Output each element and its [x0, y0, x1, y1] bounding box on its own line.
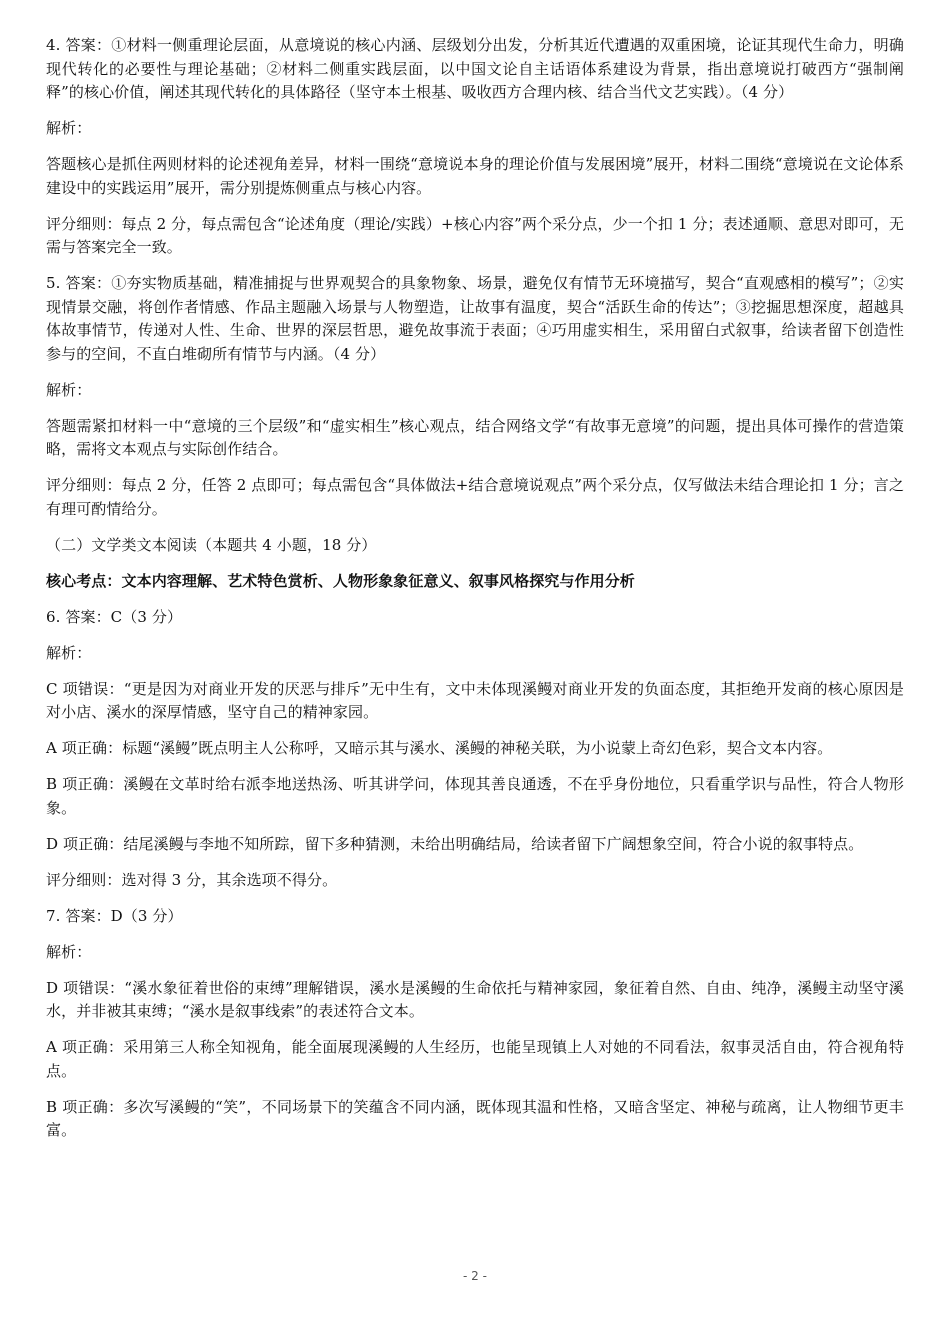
answer-5: 5. 答案：①夯实物质基础，精准捕捉与世界观契合的具象物象、场景，避免仅有情节无环境描写，契合“直观感相的模写”；②实现情景交融，将创作者情感、作品主题融入场景与人物塑造，让故事有温度，契合“活跃生命的传达”；③挖掘思想深度，超越具体故事情节，传递对人性、生命、世界的深层哲思，避免故事流于表面；④巧用虚实相生，采用留白式叙事，给读者留下创造性参与的空间，不直白堆砌所有情节与内涵。（4 分）: [46, 274, 904, 363]
scoring-rules: 评分细则：选对得 3 分，其余选项不得分。: [46, 870, 338, 889]
scoring-rules: 评分细则：每点 2 分，任答 2 点即可；每点需包含“具体做法+结合意境说观点”两个采分点，仅写做法未结合理论扣 1 分；言之有理可酌情给分。: [46, 476, 904, 518]
analysis-text: 答题需紧扣材料一中“意境的三个层级”和“虚实相生”核心观点，结合网络文学“有故事无意境”的问题，提出具体可操作的营造策略，需将文本观点与实际创作结合。: [46, 416, 904, 458]
core-points: 核心考点：文本内容理解、艺术特色赏析、人物形象象征意义、叙事风格探究与作用分析: [46, 571, 635, 590]
analysis-label: 解析：: [46, 942, 92, 961]
option-a-analysis: A 项正确：标题“溪鳗”既点明主人公称呼，又暗示其与溪水、溪鳗的神秘关联，为小说蒙上奇幻色彩，契合文本内容。: [46, 739, 833, 757]
option-d-analysis: D 项正确：结尾溪鳗与李地不知所踪，留下多种猜测，未给出明确结局，给读者留下广阔想象空间，符合小说的叙事特点。: [46, 834, 864, 853]
analysis-label: 解析：: [46, 643, 92, 662]
option-a-analysis: A 项正确：采用第三人称全知视角，能全面展现溪鳗的人生经历，也能呈现镇上人对她的不同看法，叙事灵活自由，符合视角特点。: [46, 1038, 904, 1080]
answer-7: 7. 答案：D（3 分）: [46, 906, 183, 925]
analysis-label: 解析：: [46, 119, 92, 137]
answer-6: 6. 答案：C（3 分）: [46, 607, 183, 626]
answer-4: 4. 答案：①材料一侧重理论层面，从意境说的核心内涵、层级划分出发，分析其近代遭遇的双重困境，论证其现代生命力，明确现代转化的必要性与理论基础；②材料二侧重实践层面，以中国文论自主话语体系建设为背景，指出意境说打破西方“强制阐释”的核心价值，阐述其现代转化的具体路径（坚守本土根基、吸收西方合理内核、结合当代文艺实践）。（4 分）: [46, 36, 904, 101]
scoring-rules: 评分细则：每点 2 分，每点需包含“论述角度（理论/实践）+核心内容”两个采分点，少一个扣 1 分；表述通顺、意思对即可，无需与答案完全一致。: [46, 214, 904, 256]
page-number: - 2 -: [463, 1269, 487, 1283]
option-c-analysis: C 项错误：“更是因为对商业开发的厌恶与排斥”无中生有，文中未体现溪鳗对商业开发的负面态度，其拒绝开发商的核心原因是对小店、溪水的深厚情感，坚守自己的精神家园。: [46, 679, 904, 721]
analysis-text: 答题核心是抓住两则材料的论述视角差异，材料一围绕“意境说本身的理论价值与发展困境”展开，材料二围绕“意境说在文论体系建设中的实践运用”展开，需分别提炼侧重点与核心内容。: [46, 155, 904, 197]
analysis-label: 解析：: [46, 380, 92, 399]
section-heading: （二）文学类文本阅读（本题共 4 小题，18 分）: [46, 535, 377, 554]
option-b-analysis: B 项正确：溪鳗在文革时给右派李地送热汤、听其讲学问，体现其善良通透，不在乎身份地位，只看重学识与品性，符合人物形象。: [46, 775, 904, 817]
option-d-analysis: D 项错误：“溪水象征着世俗的束缚”理解错误，溪水是溪鳗的生命依托与精神家园，象征着自然、自由、纯净，溪鳗主动坚守溪水，并非被其束缚；“溪水是叙事线索”的表述符合文本。: [46, 978, 904, 1020]
document-body: [46, 34, 904, 1155]
option-b-analysis: B 项正确：多次写溪鳗的“笑”，不同场景下的笑蕴含不同内涵，既体现其温和性格，又暗含坚定、神秘与疏离，让人物细节更丰富。: [46, 1097, 904, 1139]
